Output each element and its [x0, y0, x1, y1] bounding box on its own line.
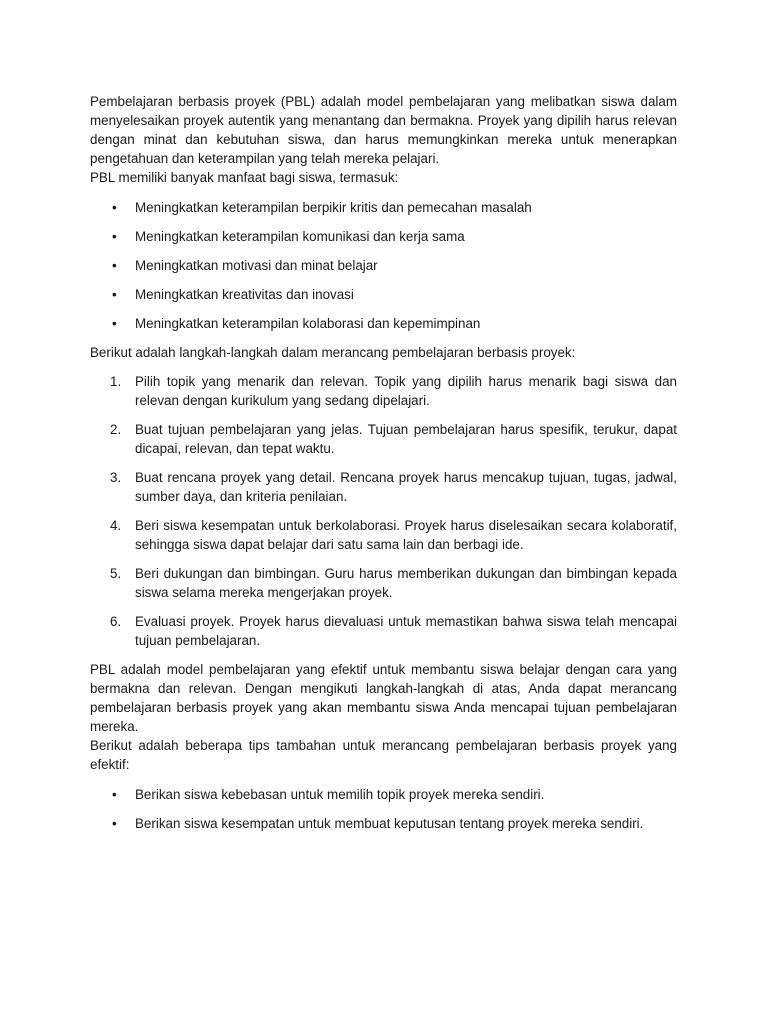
list-item-text: Berikan siswa kesempatan untuk membuat keputusan tentang proyek mereka sendiri.: [135, 816, 644, 831]
bullet-icon: •: [112, 316, 117, 331]
bullet-icon: •: [112, 287, 117, 302]
steps-list: [90, 372, 677, 650]
list-item: [90, 256, 677, 275]
step-text: Beri siswa kesempatan untuk berkolaborasi. Proyek harus diselesaikan secara kolaboratif, sehingga siswa dapat belajar dari satu sama lain dan berbagi ide.: [135, 518, 677, 552]
step-number: 2.: [110, 422, 122, 437]
summary-paragraph: PBL adalah model pembelajaran yang efektif untuk membantu siswa belajar dengan cara yang bermakna dan relevan. Dengan mengikuti langkah-langkah di atas, Anda dapat merancang pembelajaran berbasis proyek yang akan membantu siswa Anda mencapai tujuan pembelajaran mereka.: [90, 662, 677, 734]
step-text: Buat rencana proyek yang detail. Rencana proyek harus mencakup tujuan, tugas, jadwal, sumber daya, dan kriteria penilaian.: [135, 470, 677, 504]
step-number: 1.: [110, 374, 122, 389]
list-item-text: Meningkatkan kreativitas dan inovasi: [135, 287, 354, 302]
tips-list: [90, 785, 677, 833]
step-number: 4.: [110, 518, 122, 533]
list-item-text: Meningkatkan keterampilan komunikasi dan kerja sama: [135, 229, 465, 244]
list-item: [90, 314, 677, 333]
step-item: [90, 468, 677, 506]
step-item: [90, 564, 677, 602]
list-item: [90, 814, 677, 833]
list-item-text: Meningkatkan keterampilan kolaborasi dan kepemimpinan: [135, 316, 481, 331]
list-item: [90, 227, 677, 246]
list-item-text: Berikan siswa kebebasan untuk memilih topik proyek mereka sendiri.: [135, 787, 545, 802]
benefits-list: [90, 198, 677, 333]
tips-intro: Berikut adalah beberapa tips tambahan untuk merancang pembelajaran berbasis proyek yang efektif:: [90, 738, 677, 772]
step-item: [90, 420, 677, 458]
step-number: 6.: [110, 614, 122, 629]
list-item-text: Meningkatkan keterampilan berpikir kritis dan pemecahan masalah: [135, 200, 532, 215]
step-number: 3.: [110, 470, 122, 485]
bullet-icon: •: [112, 816, 117, 831]
document-page: [90, 92, 677, 843]
step-number: 5.: [110, 566, 122, 581]
list-item-text: Meningkatkan motivasi dan minat belajar: [135, 258, 378, 273]
step-item: [90, 612, 677, 650]
step-text: Evaluasi proyek. Proyek harus dievaluasi untuk memastikan bahwa siswa telah mencapai tujuan pembelajaran.: [135, 614, 677, 648]
list-item: [90, 285, 677, 304]
step-text: Buat tujuan pembelajaran yang jelas. Tujuan pembelajaran harus spesifik, terukur, dapat dicapai, relevan, dan tepat waktu.: [135, 422, 677, 456]
step-text: Beri dukungan dan bimbingan. Guru harus memberikan dukungan dan bimbingan kepada siswa selama mereka mengerjakan proyek.: [135, 566, 677, 600]
benefits-intro: PBL memiliki banyak manfaat bagi siswa, termasuk:: [90, 170, 399, 185]
bullet-icon: •: [112, 258, 117, 273]
bullet-icon: •: [112, 200, 117, 215]
step-item: [90, 372, 677, 410]
step-item: [90, 516, 677, 554]
bullet-icon: •: [112, 229, 117, 244]
steps-intro: Berikut adalah langkah-langkah dalam merancang pembelajaran berbasis proyek:: [90, 345, 576, 360]
intro-paragraph: Pembelajaran berbasis proyek (PBL) adalah model pembelajaran yang melibatkan siswa dalam menyelesaikan proyek autentik yang menantang dan bermakna. Proyek yang dipilih harus relevan dengan minat dan kebutuhan siswa, dan harus memungkinkan mereka untuk menerapkan pengetahuan dan keterampilan yang telah mereka pelajari.: [90, 94, 677, 166]
list-item: [90, 785, 677, 804]
bullet-icon: •: [112, 787, 117, 802]
list-item: [90, 198, 677, 217]
step-text: Pilih topik yang menarik dan relevan. Topik yang dipilih harus menarik bagi siswa dan relevan dengan kurikulum yang sedang dipelajari.: [135, 374, 677, 408]
